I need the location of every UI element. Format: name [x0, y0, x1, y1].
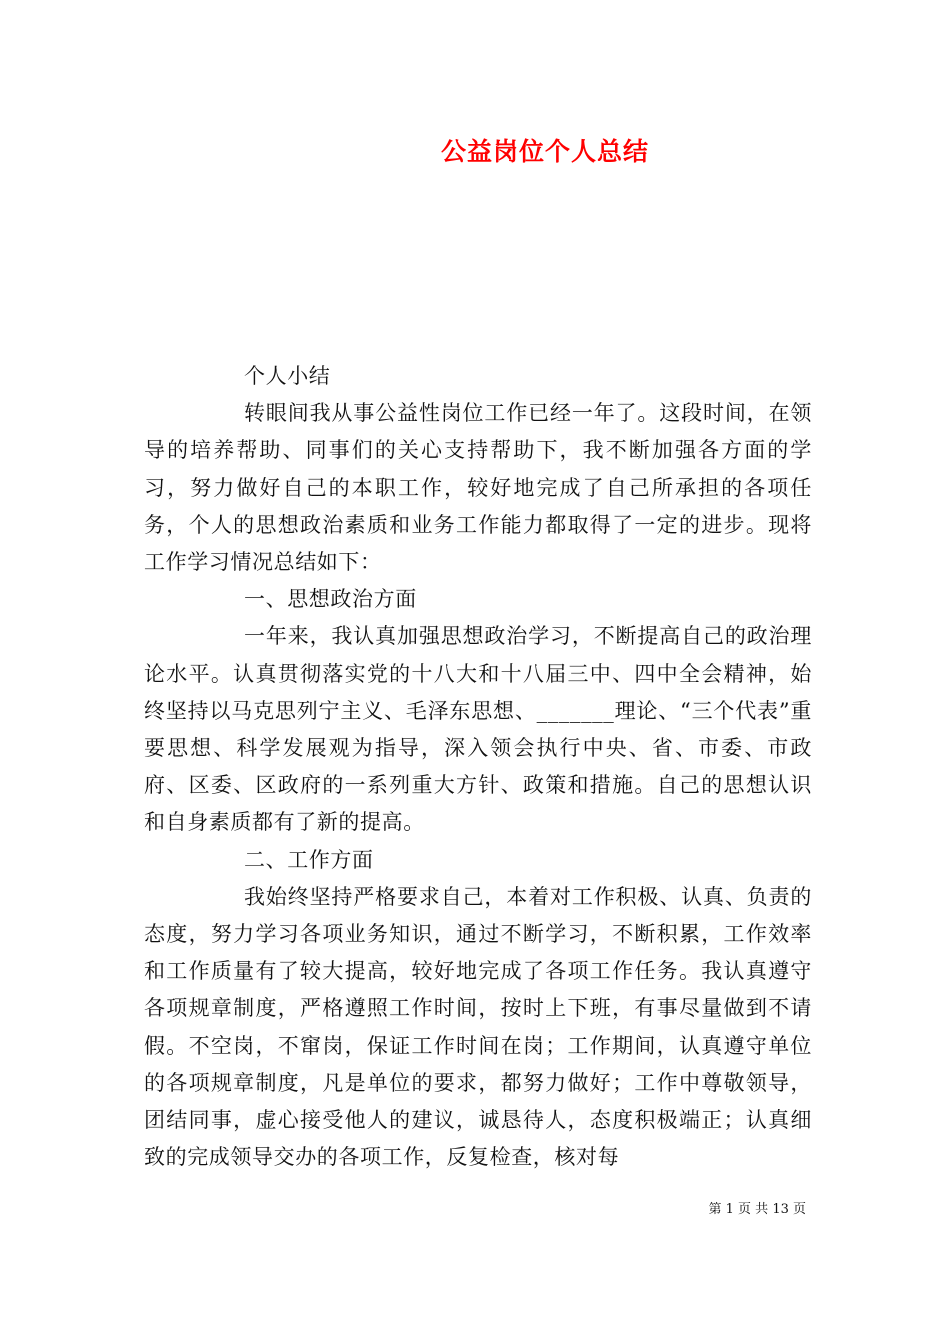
section-heading-work: 二、工作方面 — [244, 847, 374, 872]
section-heading-political: 一、思想政治方面 — [244, 587, 417, 612]
work-paragraph: 我始终坚持严格要求自己，本着对工作积极、认真、负责的态度，努力学习各项业务知识，通过不断学习，不断积累，工作效率和工作质量有了较大提高，较好地完成了各项工作任务。我认真遵守各项规章制度，严格遵照工作时间，按时上下班，有事尽量做到不请假。不空岗，不窜岗，保证工作时间在岗；工作期间，认真遵守单位的各项规章制度，凡是单位的要求，都努力做好；工作中尊敬领导，团结同事，虚心接受他人的建议，诚恳待人，态度积极端正；认真细致的完成领导交办的各项工作，反复检查，核对每 — [144, 884, 812, 1170]
section-label-personal-summary: 个人小结 — [244, 364, 331, 388]
document-body — [144, 358, 812, 1176]
political-paragraph: 一年来，我认真加强思想政治学习，不断提高自己的政治理论水平。认真贯彻落实党的十八大和十八届三中、四中全会精神，始终坚持以马克思列宁主义、毛泽东思想、_______理论、“三个代表”重要思想、科学发展观为指导，深入领会执行中央、省、市委、市政府、区委、区政府的一系列重大方针、政策和措施。自己的思想认识和自身素质都有了新的提高。 — [144, 624, 812, 835]
page-number: 第 1 页 共 13 页 — [708, 1202, 806, 1217]
document-title: 公益岗位个人总结 — [440, 137, 649, 166]
intro-paragraph: 转眼间我从事公益性岗位工作已经一年了。这段时间，在领导的培养帮助、同事们的关心支持帮助下，我不断加强各方面的学习，努力做好自己的本职工作，较好地完成了自己所承担的各项任务，个人的思想政治素质和业务工作能力都取得了一定的进步。现将工作学习情况总结如下： — [144, 401, 812, 575]
